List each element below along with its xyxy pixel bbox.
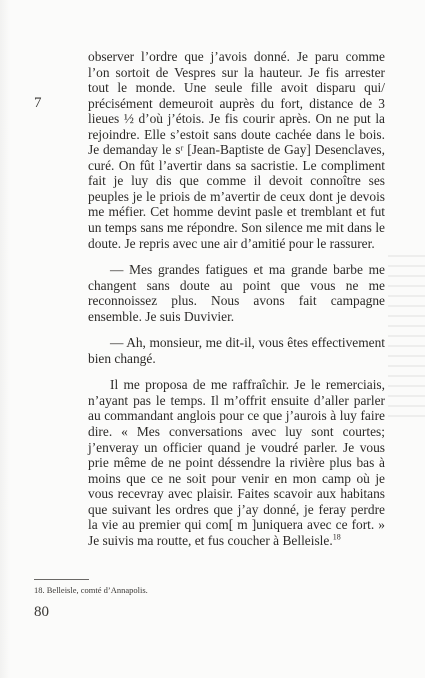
page-number: 80 xyxy=(34,604,49,620)
paragraph-3: — Ah, monsieur, me dit-il, vous êtes effectivement bien changé. xyxy=(88,335,385,366)
margin-line-marker: 7 xyxy=(34,95,42,111)
paragraph-4 xyxy=(88,377,385,548)
footnote-reference: 18 xyxy=(332,532,341,542)
footnote-divider xyxy=(34,579,89,580)
footnote: 18. Belleisle, comté d’Annapolis. xyxy=(34,585,148,595)
paragraph-1: observer l’ordre que j’avois donné. Je paru comme l’on sortoit de Vespres sur la hauteur. Je fis arrester tout le monde. Une seule fille avoit disparu qui/ précisément demeuroit auprès du fort, distance de 3 lieues ½ d’où j’étois. Je fis courir après. On ne put la rejoindre. Elle s’estoit sans doute cachée dans le bois. Je demanday le sʳ [Jean-Baptiste de Gay] Desenclaves, curé. On fût l’avertir dans sa sacristie. Le compliment fait je luy dis que comme il devoit connoître ses peuples je le priois de m’avertir de ceux dont je devois me méfier. Cet homme devint pasle et tremblant et fut un temps sans me répondre. Son silence me mit dans le doute. Je repris avec une air d’amitié pour le rassurer. xyxy=(88,49,385,251)
bleed-through-texture xyxy=(388,255,425,425)
paragraph-2: — Mes grandes fatigues et ma grande barbe me changent sans doute au point que vous ne me reconnoissez plus. Nous avons fait campagne ensemble. Je suis Duvivier. xyxy=(88,262,385,324)
paragraph-4-text: Il me proposa de me raffraîchir. Je le remerciais, n’ayant pas le temps. Il m’offrit ensuite d’aller parler au commandant anglois pour ce que j’aurois à luy faire dire. « Mes conversations avec luy sont courtes; j’enveray un officier quand je voudré parler. Je vous prie même de ne point déssendre la rivière plus bas à moins que ce ne soit pour venir en mon camp où je vous recevray avec plaisir. Faites scavoir aux habitans que suivant les ordres que j’ay donné, je feray perdre la vie au premier qui com[ m ]uniquera avec ce fort. » Je suivis ma routte, et fus coucher à Belleisle. xyxy=(88,377,385,548)
body-text xyxy=(88,49,385,548)
page-gutter-shadow xyxy=(0,0,10,678)
